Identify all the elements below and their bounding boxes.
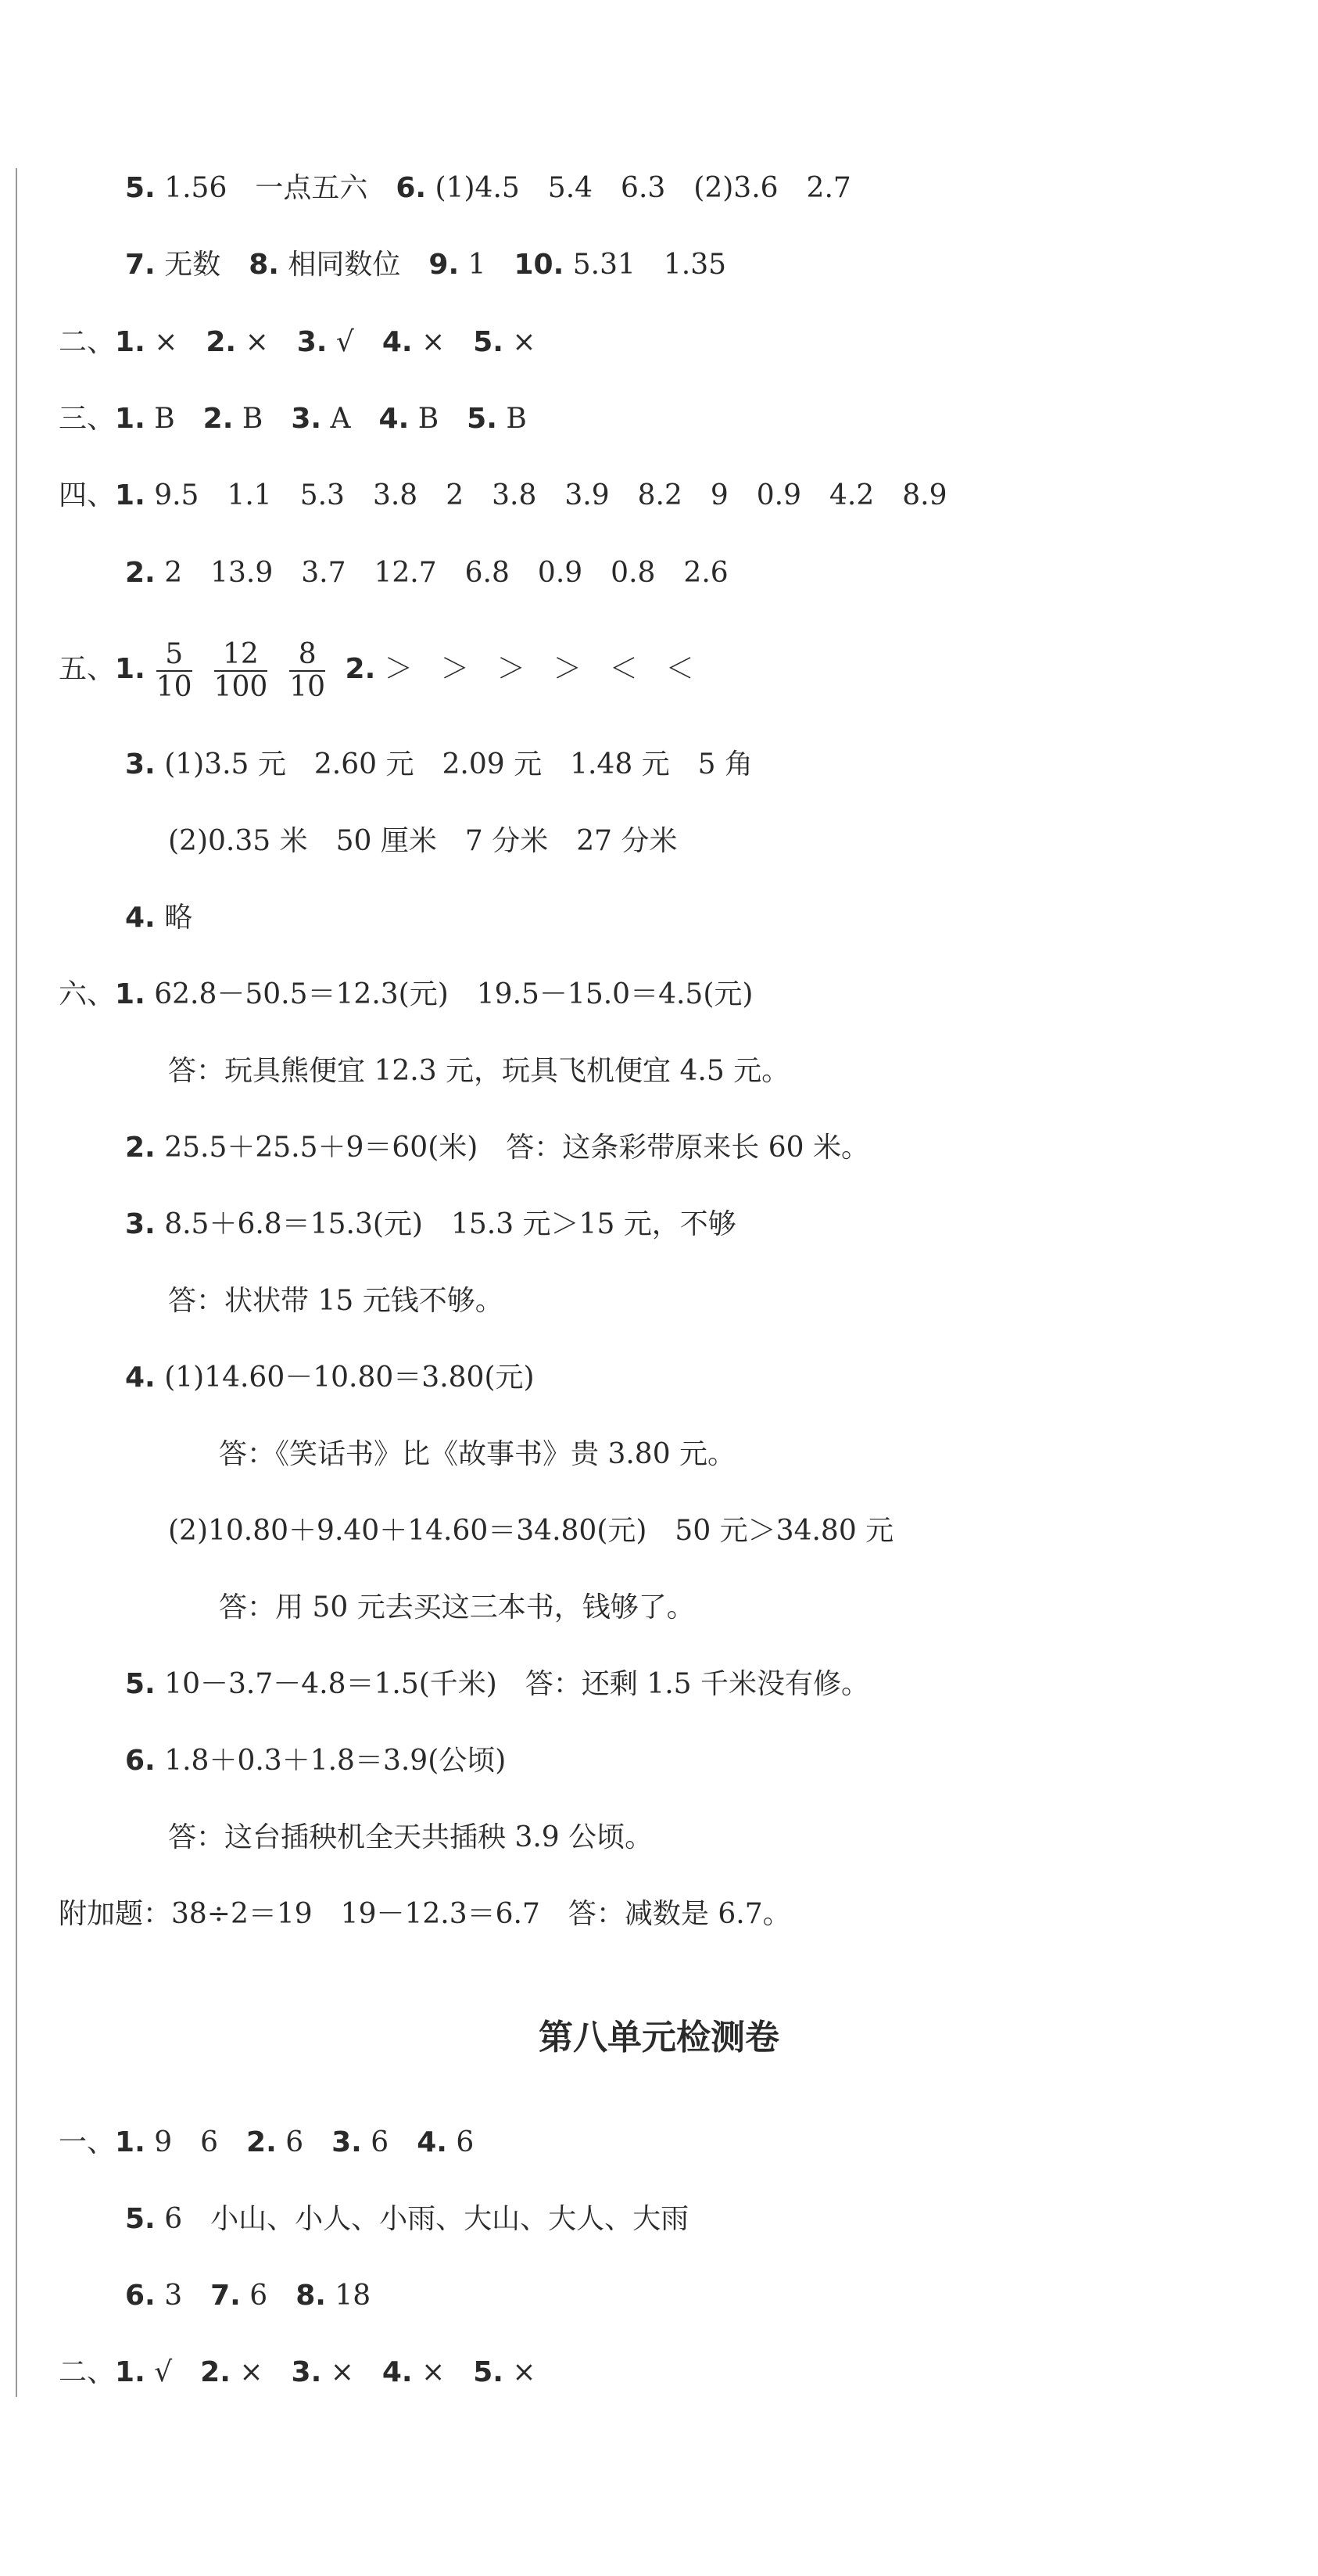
answer-line: 4. 略 [125, 902, 193, 934]
answer-line: 5. 1.56 一点五六 6. (1)4.5 5.4 6.3 (2)3.6 2.7 [125, 172, 851, 204]
answer-line: 六、1. 62.8－50.5＝12.3(元) 19.5－15.0＝4.5(元) [59, 978, 754, 1010]
answer-line: 二、1. × 2. × 3. √ 4. × 5. × [59, 326, 536, 358]
answer-line: 5. 10－3.7－4.8＝1.5(千米) 答：还剩 1.5 千米没有修。 [125, 1668, 869, 1700]
answer-line: 二、1. √ 2. × 3. × 4. × 5. × [59, 2356, 536, 2388]
answer-line: 3. (1)3.5 元 2.60 元 2.09 元 1.48 元 5 角 [125, 748, 754, 780]
answer-line: 答：状状带 15 元钱不够。 [168, 1285, 503, 1317]
bonus-question-line: 附加题：38÷2＝19 19－12.3＝6.7 答：减数是 6.7。 [59, 1898, 791, 1930]
answer-line: 5. 6 小山、小人、小雨、大山、大人、大雨 [125, 2203, 689, 2235]
answer-line-fractions: 五、1. $\frac{5}{10}$ $\frac{12}{100}$ $\frac{8}{10}$ 2. ＞ ＞ ＞ ＞ ＜ ＜ [59, 638, 694, 703]
answer-line: 3. 8.5＋6.8＝15.3(元) 15.3 元＞15 元，不够 [125, 1208, 736, 1240]
answer-line: 7. 无数 8. 相同数位 9. 1 10. 5.31 1.35 [125, 249, 727, 281]
page-margin-rule [16, 168, 17, 2397]
answer-line: 答：《笑话书》比《故事书》贵 3.80 元。 [219, 1438, 736, 1470]
answer-line: 答：这台插秧机全天共插秧 3.9 公顷。 [168, 1821, 654, 1853]
answer-line: (2)0.35 米 50 厘米 7 分米 27 分米 [168, 825, 678, 857]
answer-line: 三、1. B 2. B 3. A 4. B 5. B [59, 403, 527, 435]
answer-line: 四、1. 9.5 1.1 5.3 3.8 2 3.8 3.9 8.2 9 0.9 4.2 8.9 [59, 479, 947, 511]
fraction: $\frac{8}{10}$ [289, 638, 326, 703]
section-title: 第八单元检测卷 [539, 2018, 779, 2058]
answer-line: 6. 1.8＋0.3＋1.8＝3.9(公顷) [125, 1745, 507, 1777]
answer-line: 答：玩具熊便宜 12.3 元，玩具飞机便宜 4.5 元。 [168, 1055, 790, 1087]
answer-line: 6. 3 7. 6 8. 18 [125, 2280, 371, 2312]
answer-line: 2. 2 13.9 3.7 12.7 6.8 0.9 0.8 2.6 [125, 557, 729, 589]
fraction: $\frac{5}{10}$ [156, 638, 192, 703]
answer-line: 答：用 50 元去买这三本书，钱够了。 [219, 1591, 695, 1623]
fraction: $\frac{12}{100}$ [213, 638, 268, 703]
answer-line: (2)10.80＋9.40＋14.60＝34.80(元) 50 元＞34.80 元 [168, 1515, 894, 1547]
answer-line: 4. (1)14.60－10.80＝3.80(元) [125, 1362, 535, 1394]
answer-line: 一、1. 9 6 2. 6 3. 6 4. 6 [59, 2126, 475, 2158]
answer-line: 2. 25.5＋25.5＋9＝60(米) 答：这条彩带原来长 60 米。 [125, 1132, 869, 1164]
